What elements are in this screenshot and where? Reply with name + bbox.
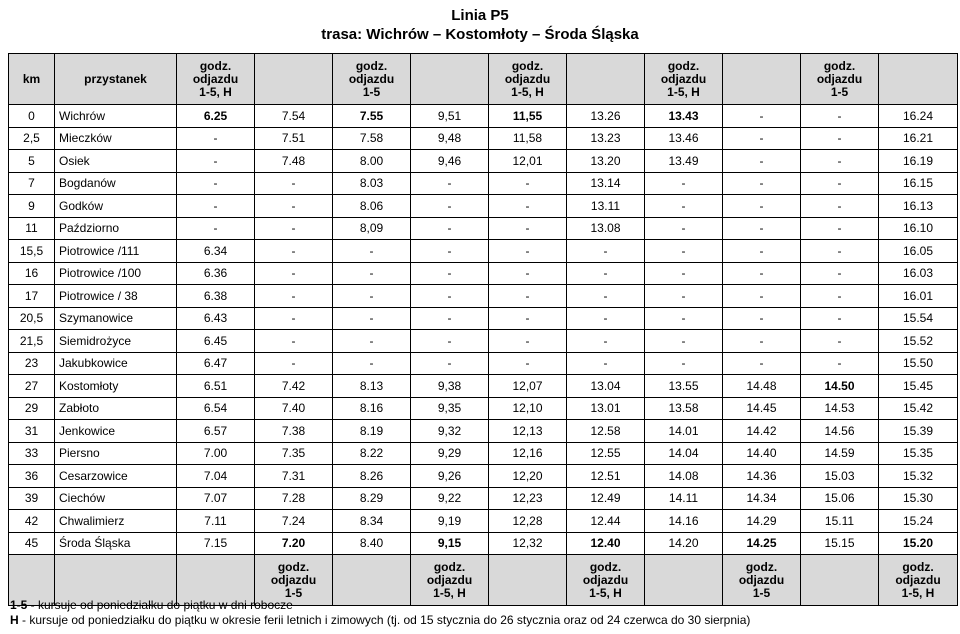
departure-time: - xyxy=(489,262,567,285)
departure-time: 14.50 xyxy=(801,375,879,398)
km-cell: 9 xyxy=(9,195,55,218)
departure-time: 7.11 xyxy=(177,510,255,533)
departure-time: - xyxy=(645,195,723,218)
departure-time: - xyxy=(645,307,723,330)
stop-name: Szymanowice xyxy=(55,307,177,330)
stop-name: Piotrowice /111 xyxy=(55,240,177,263)
departure-time: 7.00 xyxy=(177,442,255,465)
departure-time: 15.06 xyxy=(801,487,879,510)
departure-time: - xyxy=(255,330,333,353)
departure-time: 14.08 xyxy=(645,465,723,488)
departure-time: - xyxy=(723,330,801,353)
departure-time: - xyxy=(177,127,255,150)
header-departure xyxy=(567,54,645,105)
departure-time: 16.21 xyxy=(879,127,958,150)
departure-time: 8.22 xyxy=(333,442,411,465)
departure-time: - xyxy=(723,105,801,128)
departure-time: 9,26 xyxy=(411,465,489,488)
departure-time: - xyxy=(411,217,489,240)
departure-time: 12,16 xyxy=(489,442,567,465)
stop-name: Wichrów xyxy=(55,105,177,128)
departure-time: 7.54 xyxy=(255,105,333,128)
stop-name: Piotrowice /100 xyxy=(55,262,177,285)
departure-time: 14.48 xyxy=(723,375,801,398)
departure-time: 9,32 xyxy=(411,420,489,443)
departure-time: - xyxy=(801,330,879,353)
departure-time: - xyxy=(489,240,567,263)
stop-name: Godków xyxy=(55,195,177,218)
departure-time: - xyxy=(801,217,879,240)
departure-time: - xyxy=(333,307,411,330)
departure-time: 14.04 xyxy=(645,442,723,465)
departure-time: - xyxy=(255,307,333,330)
departure-time: - xyxy=(411,307,489,330)
departure-time: 15.32 xyxy=(879,465,958,488)
stop-name: Bogdanów xyxy=(55,172,177,195)
departure-time: 11,55 xyxy=(489,105,567,128)
header-departure: godz. odjazdu 1-5 xyxy=(333,54,411,105)
km-cell: 17 xyxy=(9,285,55,308)
departure-time: 15.45 xyxy=(879,375,958,398)
departure-time: - xyxy=(723,307,801,330)
table-row xyxy=(9,307,958,330)
km-cell: 15,5 xyxy=(9,240,55,263)
legend-key: H xyxy=(10,613,19,627)
legend-text: - kursuje od poniedziałku do piątku w dni robocze xyxy=(27,598,293,612)
departure-time: - xyxy=(801,262,879,285)
footer-departure: godz. odjazdu 1-5 xyxy=(255,555,333,606)
stop-name: Osiek xyxy=(55,150,177,173)
departure-time: 7.55 xyxy=(333,105,411,128)
departure-time: - xyxy=(645,330,723,353)
departure-time: 8.26 xyxy=(333,465,411,488)
km-cell: 2,5 xyxy=(9,127,55,150)
km-cell: 36 xyxy=(9,465,55,488)
departure-time: 7.40 xyxy=(255,397,333,420)
departure-time: - xyxy=(255,217,333,240)
departure-time: 14.42 xyxy=(723,420,801,443)
departure-time: - xyxy=(177,172,255,195)
departure-time: 9,35 xyxy=(411,397,489,420)
table-row xyxy=(9,330,958,353)
table-row xyxy=(9,420,958,443)
departure-time: 14.25 xyxy=(723,532,801,555)
header-km: km xyxy=(9,54,55,105)
departure-time: 12,28 xyxy=(489,510,567,533)
departure-time: - xyxy=(801,105,879,128)
table-row xyxy=(9,262,958,285)
departure-time: - xyxy=(645,172,723,195)
departure-time: 12,10 xyxy=(489,397,567,420)
table-row xyxy=(9,532,958,555)
stop-name: Mieczków xyxy=(55,127,177,150)
departure-time: - xyxy=(255,352,333,375)
stop-name: Cesarzowice xyxy=(55,465,177,488)
km-cell: 20,5 xyxy=(9,307,55,330)
departure-time: 8.03 xyxy=(333,172,411,195)
departure-time: 15.52 xyxy=(879,330,958,353)
departure-time: 9,15 xyxy=(411,532,489,555)
legend-note xyxy=(10,598,750,613)
departure-time: 13.55 xyxy=(645,375,723,398)
stop-name: Środa Śląska xyxy=(55,532,177,555)
departure-time: 16.24 xyxy=(879,105,958,128)
km-cell: 21,5 xyxy=(9,330,55,353)
departure-time: 9,22 xyxy=(411,487,489,510)
departure-time: 16.05 xyxy=(879,240,958,263)
table-row xyxy=(9,240,958,263)
departure-time: - xyxy=(255,172,333,195)
departure-time: 13.20 xyxy=(567,150,645,173)
departure-time: - xyxy=(255,195,333,218)
departure-time: - xyxy=(723,352,801,375)
departure-time: 8.13 xyxy=(333,375,411,398)
departure-time: - xyxy=(567,307,645,330)
departure-time: 12.58 xyxy=(567,420,645,443)
departure-time: 6.25 xyxy=(177,105,255,128)
departure-time: 13.26 xyxy=(567,105,645,128)
departure-time: 16.13 xyxy=(879,195,958,218)
departure-time: 8.19 xyxy=(333,420,411,443)
footer-departure: godz. odjazdu 1-5, H xyxy=(411,555,489,606)
departure-time: - xyxy=(489,285,567,308)
departure-time: - xyxy=(567,285,645,308)
departure-time: - xyxy=(411,285,489,308)
departure-time: 7.58 xyxy=(333,127,411,150)
departure-time: - xyxy=(489,307,567,330)
departure-time: 14.20 xyxy=(645,532,723,555)
header-departure xyxy=(879,54,958,105)
table-row xyxy=(9,105,958,128)
departure-time: 15.54 xyxy=(879,307,958,330)
departure-time: 7.20 xyxy=(255,532,333,555)
footer-departure xyxy=(801,555,879,606)
km-cell: 0 xyxy=(9,105,55,128)
stop-name: Zabłoto xyxy=(55,397,177,420)
table-row xyxy=(9,150,958,173)
km-cell: 16 xyxy=(9,262,55,285)
stop-name: Chwalimierz xyxy=(55,510,177,533)
km-cell: 23 xyxy=(9,352,55,375)
departure-time: 8,09 xyxy=(333,217,411,240)
table-row xyxy=(9,352,958,375)
departure-time: 6.38 xyxy=(177,285,255,308)
km-cell: 7 xyxy=(9,172,55,195)
departure-time: 12,20 xyxy=(489,465,567,488)
departure-time: 15.24 xyxy=(879,510,958,533)
departure-time: 8.40 xyxy=(333,532,411,555)
departure-time: - xyxy=(333,285,411,308)
table-row xyxy=(9,172,958,195)
departure-time: 12.49 xyxy=(567,487,645,510)
departure-time: 14.16 xyxy=(645,510,723,533)
departure-time: 13.14 xyxy=(567,172,645,195)
departure-time: 12,07 xyxy=(489,375,567,398)
departure-time: 12,23 xyxy=(489,487,567,510)
departure-time: - xyxy=(567,240,645,263)
departure-time: - xyxy=(801,195,879,218)
departure-time: 15.03 xyxy=(801,465,879,488)
departure-time: 12.44 xyxy=(567,510,645,533)
stop-name: Kostomłoty xyxy=(55,375,177,398)
departure-time: 9,29 xyxy=(411,442,489,465)
departure-time: 12,13 xyxy=(489,420,567,443)
departure-time: - xyxy=(333,330,411,353)
departure-time: 13.49 xyxy=(645,150,723,173)
departure-time: - xyxy=(801,150,879,173)
departure-time: - xyxy=(723,195,801,218)
departure-time: 14.56 xyxy=(801,420,879,443)
footer-departure: godz. odjazdu 1-5, H xyxy=(567,555,645,606)
departure-time: 6.45 xyxy=(177,330,255,353)
departure-time: 9,38 xyxy=(411,375,489,398)
departure-time: 12.40 xyxy=(567,532,645,555)
footer-departure: godz. odjazdu 1-5 xyxy=(723,555,801,606)
departure-time: 6.34 xyxy=(177,240,255,263)
departure-time: - xyxy=(177,195,255,218)
departure-time: 15.50 xyxy=(879,352,958,375)
header-departure: godz. odjazdu 1-5 xyxy=(801,54,879,105)
departure-time: 7.38 xyxy=(255,420,333,443)
departure-time: - xyxy=(411,195,489,218)
header-departure xyxy=(723,54,801,105)
stop-name: Paździorno xyxy=(55,217,177,240)
departure-time: 16.01 xyxy=(879,285,958,308)
departure-time: 12,01 xyxy=(489,150,567,173)
departure-time: 14.59 xyxy=(801,442,879,465)
departure-time: 14.11 xyxy=(645,487,723,510)
departure-time: 12,32 xyxy=(489,532,567,555)
departure-time: - xyxy=(177,150,255,173)
departure-time: - xyxy=(723,240,801,263)
route-description: trasa: Wichrów – Kostomłoty – Środa Śląska xyxy=(321,26,639,43)
departure-time: - xyxy=(645,262,723,285)
departure-time: - xyxy=(489,330,567,353)
departure-time: 13.01 xyxy=(567,397,645,420)
departure-time: 8.06 xyxy=(333,195,411,218)
legend-key: 1-5 xyxy=(10,598,28,612)
km-cell: 29 xyxy=(9,397,55,420)
departure-time: 7.28 xyxy=(255,487,333,510)
departure-time: - xyxy=(723,217,801,240)
departure-time: 13.08 xyxy=(567,217,645,240)
departure-time: 13.58 xyxy=(645,397,723,420)
table-row xyxy=(9,285,958,308)
header-departure: godz. odjazdu 1-5, H xyxy=(177,54,255,105)
footer-departure: godz. odjazdu 1-5, H xyxy=(879,555,958,606)
departure-time: 6.51 xyxy=(177,375,255,398)
km-cell: 42 xyxy=(9,510,55,533)
header-stop: przystanek xyxy=(55,54,177,105)
table-row xyxy=(9,442,958,465)
departure-time: 14.53 xyxy=(801,397,879,420)
table-row xyxy=(9,465,958,488)
departure-time: 14.36 xyxy=(723,465,801,488)
stop-name: Jakubkowice xyxy=(55,352,177,375)
departure-time: 9,51 xyxy=(411,105,489,128)
departure-time: - xyxy=(723,127,801,150)
header-departure: godz. odjazdu 1-5, H xyxy=(489,54,567,105)
legend-notes xyxy=(10,598,750,628)
km-cell: 31 xyxy=(9,420,55,443)
departure-time: - xyxy=(801,352,879,375)
departure-time: 15.42 xyxy=(879,397,958,420)
departure-time: 15.20 xyxy=(879,532,958,555)
departure-time: 8.34 xyxy=(333,510,411,533)
departure-time: 15.11 xyxy=(801,510,879,533)
departure-time: - xyxy=(645,240,723,263)
departure-time: 9,46 xyxy=(411,150,489,173)
departure-time: - xyxy=(801,127,879,150)
departure-time: - xyxy=(645,217,723,240)
departure-time: 16.03 xyxy=(879,262,958,285)
departure-time: 16.10 xyxy=(879,217,958,240)
departure-time: 8.16 xyxy=(333,397,411,420)
departure-time: 6.57 xyxy=(177,420,255,443)
departure-time: 13.23 xyxy=(567,127,645,150)
stop-name: Siemidrożyce xyxy=(55,330,177,353)
departure-time: 7.04 xyxy=(177,465,255,488)
departure-time: 12.55 xyxy=(567,442,645,465)
departure-time: - xyxy=(723,262,801,285)
departure-time: 7.31 xyxy=(255,465,333,488)
departure-time: - xyxy=(411,240,489,263)
departure-time: 14.45 xyxy=(723,397,801,420)
header-row xyxy=(9,54,958,105)
departure-time: 13.46 xyxy=(645,127,723,150)
departure-time: - xyxy=(489,195,567,218)
departure-time: 7.35 xyxy=(255,442,333,465)
departure-time: - xyxy=(489,217,567,240)
departure-time: 13.04 xyxy=(567,375,645,398)
departure-time: 9,48 xyxy=(411,127,489,150)
departure-time: - xyxy=(255,240,333,263)
table-row xyxy=(9,510,958,533)
departure-time: - xyxy=(411,172,489,195)
departure-time: 15.39 xyxy=(879,420,958,443)
departure-time: - xyxy=(411,352,489,375)
departure-time: - xyxy=(255,285,333,308)
line-name: Linia P5 xyxy=(451,7,509,24)
header-departure: godz. odjazdu 1-5, H xyxy=(645,54,723,105)
table-row xyxy=(9,487,958,510)
departure-time: 14.40 xyxy=(723,442,801,465)
departure-time: - xyxy=(333,352,411,375)
departure-time: - xyxy=(801,307,879,330)
departure-time: - xyxy=(645,352,723,375)
table-row xyxy=(9,375,958,398)
departure-time: - xyxy=(177,217,255,240)
departure-time: - xyxy=(333,262,411,285)
legend-note xyxy=(10,613,750,628)
departure-time: 6.47 xyxy=(177,352,255,375)
km-cell: 45 xyxy=(9,532,55,555)
legend-text: - kursuje od poniedziałku do piątku w okresie ferii letnich i zimowych (tj. od 15 stycznia do 26 stycznia oraz od 24 czerwca do 30 sierpnia) xyxy=(18,613,751,627)
km-cell: 39 xyxy=(9,487,55,510)
departure-time: - xyxy=(411,262,489,285)
departure-time: 16.15 xyxy=(879,172,958,195)
departure-time: 16.19 xyxy=(879,150,958,173)
departure-time: 15.15 xyxy=(801,532,879,555)
departure-time: - xyxy=(801,172,879,195)
departure-time: 14.34 xyxy=(723,487,801,510)
km-cell: 27 xyxy=(9,375,55,398)
departure-time: 6.36 xyxy=(177,262,255,285)
departure-time: - xyxy=(333,240,411,263)
km-cell: 5 xyxy=(9,150,55,173)
stop-name: Ciechów xyxy=(55,487,177,510)
km-cell: 33 xyxy=(9,442,55,465)
departure-time: 13.11 xyxy=(567,195,645,218)
table-row xyxy=(9,217,958,240)
departure-time: 12.51 xyxy=(567,465,645,488)
departure-time: 8.29 xyxy=(333,487,411,510)
departure-time: 13.43 xyxy=(645,105,723,128)
departure-time: - xyxy=(801,285,879,308)
header-departure xyxy=(255,54,333,105)
stop-name: Jenkowice xyxy=(55,420,177,443)
departure-time: - xyxy=(801,240,879,263)
table-row xyxy=(9,127,958,150)
departure-time: - xyxy=(255,262,333,285)
departure-time: 14.29 xyxy=(723,510,801,533)
departure-time: 14.01 xyxy=(645,420,723,443)
departure-time: 11,58 xyxy=(489,127,567,150)
km-cell: 11 xyxy=(9,217,55,240)
departure-time: - xyxy=(567,352,645,375)
departure-time: 7.24 xyxy=(255,510,333,533)
departure-time: 7.15 xyxy=(177,532,255,555)
timetable xyxy=(8,53,958,606)
departure-time: - xyxy=(567,262,645,285)
departure-time: 9,19 xyxy=(411,510,489,533)
stop-name: Piotrowice / 38 xyxy=(55,285,177,308)
departure-time: - xyxy=(567,330,645,353)
header-departure xyxy=(411,54,489,105)
departure-time: 15.35 xyxy=(879,442,958,465)
departure-time: - xyxy=(645,285,723,308)
departure-time: 6.43 xyxy=(177,307,255,330)
departure-time: 15.30 xyxy=(879,487,958,510)
departure-time: 7.07 xyxy=(177,487,255,510)
departure-time: 7.48 xyxy=(255,150,333,173)
departure-time: 7.51 xyxy=(255,127,333,150)
departure-time: - xyxy=(723,285,801,308)
departure-time: - xyxy=(723,172,801,195)
table-row xyxy=(9,195,958,218)
departure-time: - xyxy=(489,172,567,195)
departure-time: 8.00 xyxy=(333,150,411,173)
table-row xyxy=(9,397,958,420)
page-title xyxy=(0,0,960,44)
departure-time: - xyxy=(489,352,567,375)
departure-time: 7.42 xyxy=(255,375,333,398)
departure-time: - xyxy=(723,150,801,173)
departure-time: - xyxy=(411,330,489,353)
departure-time: 6.54 xyxy=(177,397,255,420)
stop-name: Piersno xyxy=(55,442,177,465)
